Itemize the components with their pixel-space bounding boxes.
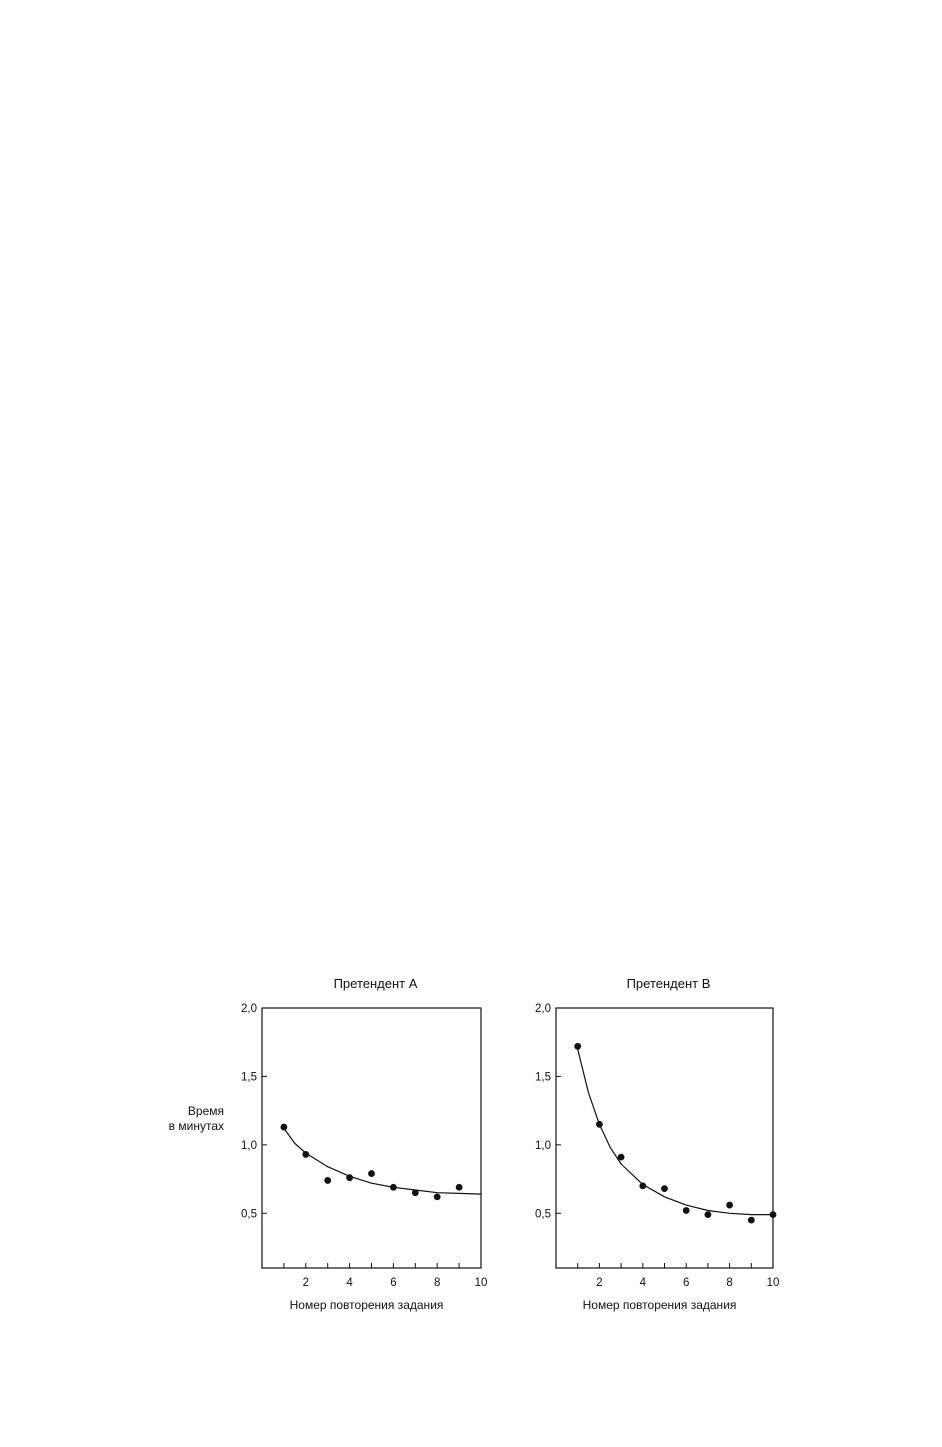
data-point	[748, 1217, 755, 1224]
data-point	[368, 1170, 375, 1177]
shared-y-axis-label	[169, 1104, 224, 1133]
y-tick-label: 2,0	[535, 1003, 551, 1015]
data-point	[346, 1174, 353, 1181]
chart-pretendent-a	[241, 976, 487, 1312]
data-point	[618, 1154, 625, 1161]
chart-title: Претендент В	[626, 976, 711, 991]
data-point	[390, 1184, 397, 1191]
data-point	[639, 1182, 646, 1189]
x-tick-label: 10	[766, 1277, 780, 1289]
data-point	[683, 1207, 690, 1214]
y-tick-label: 0,5	[241, 1208, 257, 1221]
x-tick-label: 8	[433, 1277, 441, 1289]
data-point	[661, 1185, 668, 1192]
data-point	[596, 1121, 603, 1128]
y-tick-label: 1,0	[535, 1139, 551, 1152]
data-point	[324, 1177, 331, 1184]
y-tick-label: 2,0	[241, 1003, 257, 1015]
plot-frame	[262, 1008, 481, 1268]
x-axis-label: Номер повторения задания	[289, 1298, 444, 1312]
x-tick-label: 2	[302, 1277, 310, 1289]
data-point	[456, 1184, 463, 1191]
trend-curve	[284, 1128, 481, 1194]
plot-frame	[556, 1008, 773, 1268]
y-axis-label-line2: в минутах	[168, 1119, 224, 1133]
data-point	[302, 1151, 309, 1158]
x-tick-label: 6	[682, 1277, 690, 1289]
data-point	[574, 1043, 581, 1050]
y-tick-label: 1,5	[535, 1071, 551, 1084]
y-tick-label: 1,0	[241, 1139, 257, 1152]
chart-pretendent-b	[535, 976, 779, 1312]
y-tick-label: 0,5	[535, 1208, 551, 1221]
x-tick-label: 4	[639, 1277, 647, 1289]
data-point	[726, 1202, 733, 1209]
x-tick-label: 4	[346, 1277, 353, 1289]
y-axis-label-line1: Время	[187, 1104, 224, 1118]
x-tick-label: 8	[726, 1277, 733, 1289]
chart-title: Претендент А	[333, 976, 418, 991]
x-tick-label: 6	[390, 1277, 397, 1289]
data-point	[705, 1211, 712, 1218]
data-point	[281, 1124, 288, 1131]
data-point	[770, 1211, 777, 1218]
data-point	[412, 1189, 419, 1196]
x-tick-label: 2	[596, 1277, 603, 1289]
trend-curve	[578, 1049, 773, 1215]
y-tick-label: 1,5	[241, 1071, 257, 1084]
x-axis-label: Номер повторения задания	[582, 1298, 737, 1312]
x-tick-label: 10	[474, 1277, 488, 1289]
data-point	[434, 1193, 441, 1200]
